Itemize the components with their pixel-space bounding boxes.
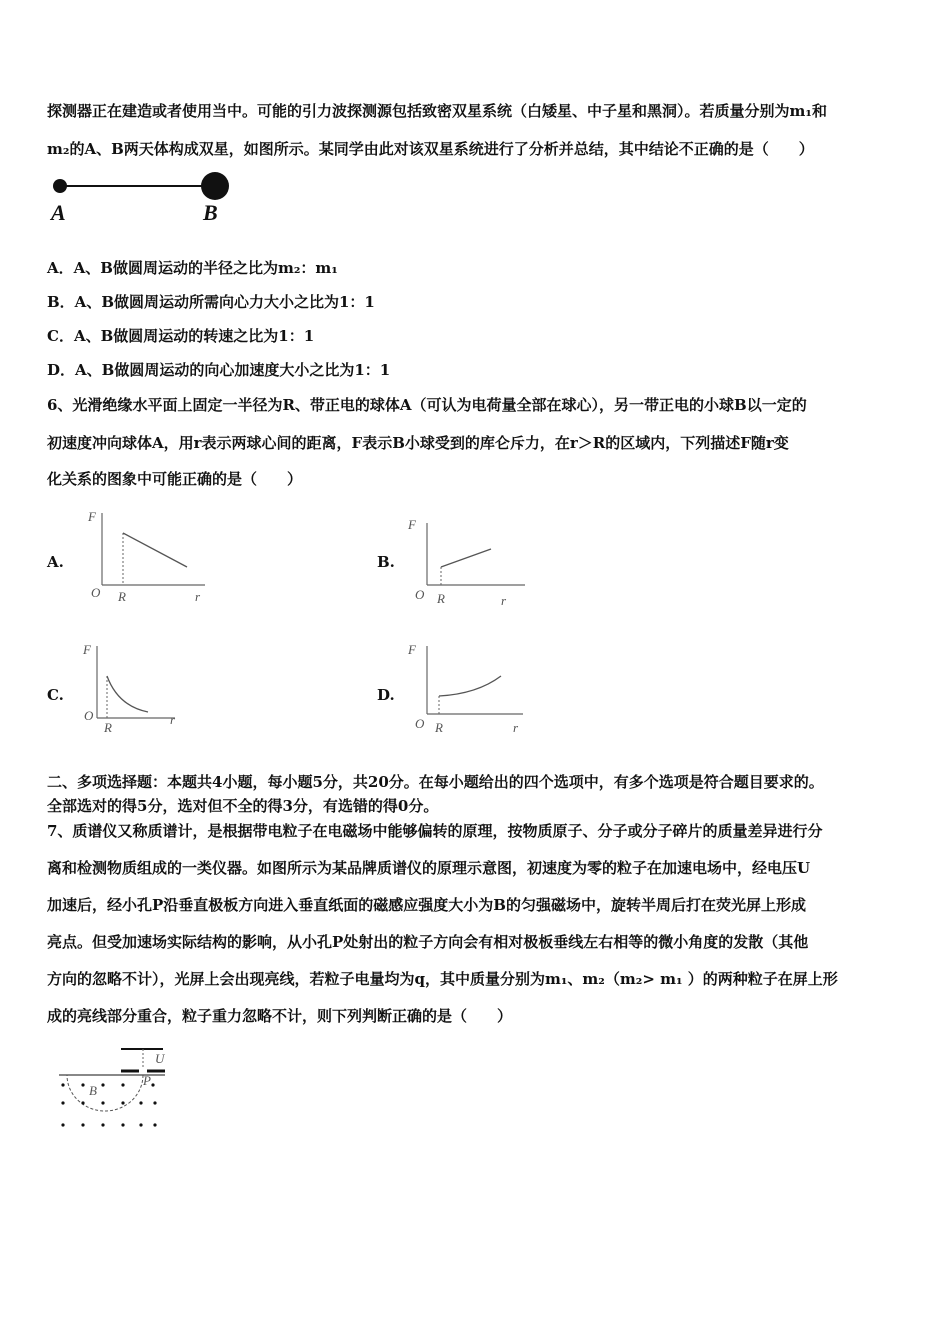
intro-line-2: m₂的A、B两天体构成双星，如图所示。某同学由此对该双星系统进行了分析并总结，其中结论不正确的是（ ） <box>47 140 814 158</box>
graph-d-xlabel: r <box>513 720 519 735</box>
graph-b-rmark: R <box>437 591 445 606</box>
q7-line-6: 成的亮线部分重合，粒子重力忽略不计，则下列判断正确的是（ ） <box>47 1007 513 1025</box>
q6-line-3: 化关系的图象中可能正确的是（ ） <box>47 470 303 488</box>
graph-d-origin: O <box>415 716 425 731</box>
graph-a-curve <box>123 533 187 567</box>
graph-d-curve <box>439 676 501 696</box>
graph-c-rmark: R <box>104 720 112 735</box>
graph-b <box>405 515 535 610</box>
q6-line-2: 初速度冲向球体A，用r表示两球心间的距离，F表示B小球受到的库仑斥力，在r＞R的区域内，下列描述F随r变 <box>47 434 789 452</box>
graph-c-xlabel: r <box>170 712 176 727</box>
graph-b-xlabel: r <box>501 593 507 608</box>
intro-line-1: 探测器正在建造或者使用当中。可能的引力波探测源包括致密双星系统（白矮星、中子星和黑洞）。若质量分别为m₁和 <box>47 102 827 120</box>
q5-option-b: B．A、B做圆周运动所需向心力大小之比为1：1 <box>47 293 375 311</box>
graph-d-label: D. <box>377 686 395 704</box>
star-a-dot <box>53 179 67 193</box>
graph-c-ylabel: F <box>83 642 91 657</box>
graph-a-origin: O <box>91 585 101 600</box>
spectrometer-figure <box>55 1045 175 1135</box>
graph-b-ylabel: F <box>408 517 416 532</box>
magnetic-field-dots <box>61 1083 156 1126</box>
q7-line-4: 亮点。但受加速场实际结构的影响，从小孔P处射出的粒子方向会有相对极板垂线左右相等的微小角度的发散（其他 <box>47 933 809 951</box>
q7-line-1: 7、质谱仪又称质谱计，是根据带电粒子在电磁场中能够偏转的原理，按物质原子、分子或分子碎片的质量差异进行分 <box>47 822 823 840</box>
q5-option-c: C．A、B做圆周运动的转速之比为1：1 <box>47 327 315 345</box>
particle-path <box>67 1075 143 1111</box>
graph-b-origin: O <box>415 587 425 602</box>
section2-line-2: 全部选对的得5分，选对但不全的得3分，有选错的得0分。 <box>47 797 439 815</box>
section2-line-1: 二、多项选择题：本题共4小题，每小题5分，共20分。在每小题给出的四个选项中，有多个选项是符合题目要求的。 <box>47 773 824 791</box>
b-label: B <box>89 1083 97 1098</box>
graph-d <box>405 638 535 738</box>
q5-option-a: A．A、B做圆周运动的半径之比为m₂：m₁ <box>47 259 338 277</box>
graph-a-xlabel: r <box>195 589 201 604</box>
u-label: U <box>155 1051 165 1066</box>
q6-line-1: 6、光滑绝缘水平面上固定一半径为R、带正电的球体A（可认为电荷量全部在球心），另一带正电的小球B以一定的 <box>47 396 807 414</box>
p-label: P <box>143 1073 151 1088</box>
label-b: B <box>203 200 218 225</box>
binary-star-figure <box>45 170 245 225</box>
graph-c-curve <box>107 676 148 712</box>
star-b-dot <box>201 172 229 200</box>
q5-option-d: D．A、B做圆周运动的向心加速度大小之比为1：1 <box>47 361 391 379</box>
graph-d-rmark: R <box>435 720 443 735</box>
label-a: A <box>51 200 66 225</box>
q7-line-2: 离和检测物质组成的一类仪器。如图所示为某品牌质谱仪的原理示意图，初速度为零的粒子在加速电场中，经电压U <box>47 859 811 877</box>
graph-a-rmark: R <box>118 589 126 604</box>
graph-a-ylabel: F <box>88 509 96 524</box>
q7-line-3: 加速后，经小孔P沿垂直极板方向进入垂直纸面的磁感应强度大小为B的匀强磁场中，旋转半周后打在荧光屏上形成 <box>47 896 806 914</box>
graph-c <box>80 636 190 736</box>
graph-d-ylabel: F <box>408 642 416 657</box>
graph-a-label: A. <box>47 553 64 571</box>
graph-b-label: B. <box>377 553 395 571</box>
graph-b-curve <box>441 549 491 567</box>
graph-a <box>85 505 215 605</box>
graph-c-label: C. <box>47 686 64 704</box>
graph-c-origin: O <box>84 708 94 723</box>
q7-line-5: 方向的忽略不计），光屏上会出现亮线，若粒子电量均为q，其中质量分别为m₁、m₂（m₂> m₁ ）的两种粒子在屏上形 <box>47 970 838 988</box>
